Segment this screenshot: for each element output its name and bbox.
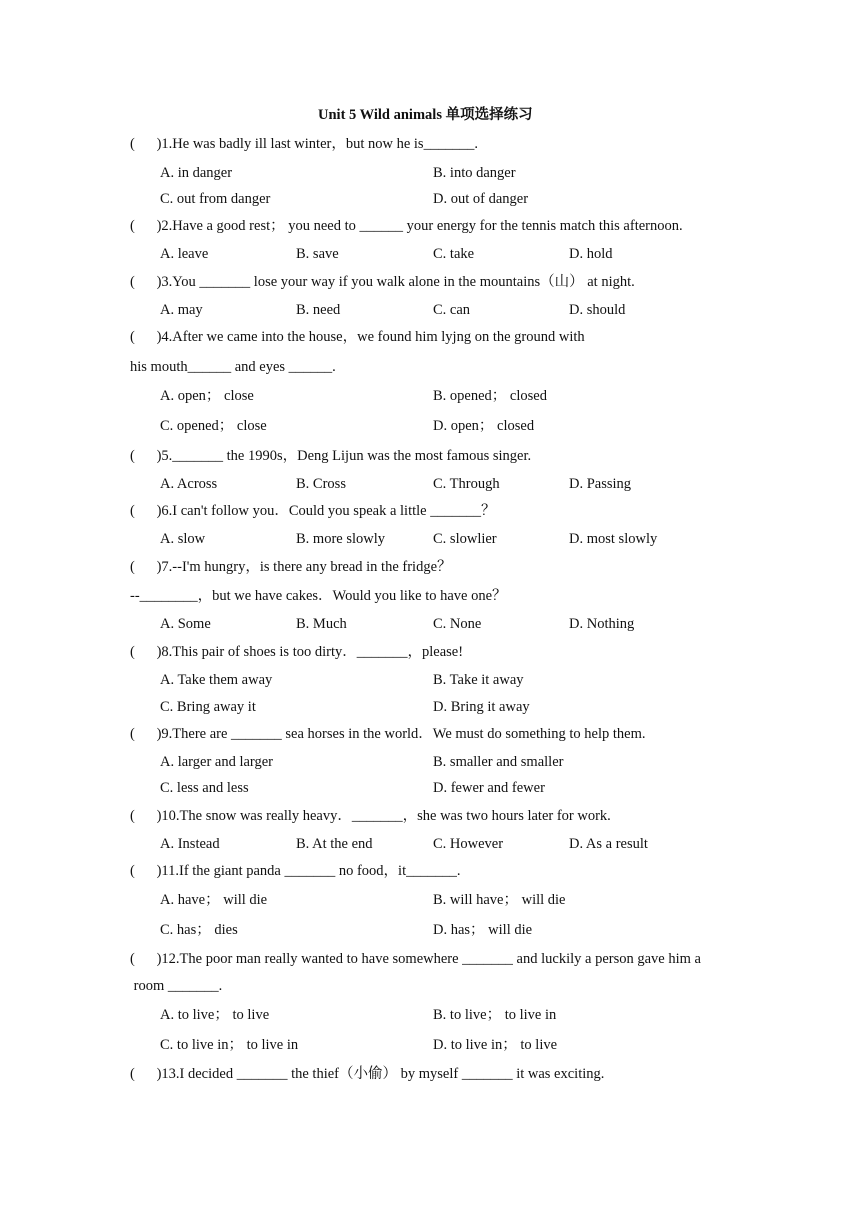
q9-option-d: D. fewer and fewer — [433, 780, 545, 796]
q12-option-b: B. to live； to live in — [433, 1007, 557, 1023]
question-5: ( )5._______ the 1990s，Deng Lijun was the most famous singer. — [130, 448, 532, 464]
q11-option-c: C. has； dies — [160, 922, 238, 938]
q10-option-c: C. However — [433, 836, 504, 852]
q1-option-d: D. out of danger — [433, 191, 529, 207]
q11-option-a: A. have； will die — [160, 892, 268, 908]
question-13: ( )13.I decided _______ the thief（小偷） by myself _______ it was exciting. — [130, 1066, 605, 1082]
q6-option-c: C. slowlier — [433, 531, 497, 547]
q2-option-b: B. save — [296, 246, 339, 262]
q10-option-b: B. At the end — [296, 836, 373, 852]
question-7: ( )7.--I'm hungry，is there any bread in the fridge？ — [130, 559, 452, 575]
q8-option-c: C. Bring away it — [160, 699, 256, 715]
question-2: ( )2.Have a good rest； you need to ______ your energy for the tennis match this afternoon. — [130, 218, 683, 234]
question-11: ( )11.If the giant panda _______ no food，it_______. — [130, 863, 461, 879]
q10-option-d: D. As a result — [569, 836, 648, 852]
q4-option-d: D. open； closed — [433, 418, 535, 434]
q12-option-c: C. to live in； to live in — [160, 1037, 299, 1053]
q9-option-a: A. larger and larger — [160, 754, 273, 770]
q1-option-c: C. out from danger — [160, 191, 271, 207]
q5-option-c: C. Through — [433, 476, 500, 492]
q2-option-a: A. leave — [160, 246, 209, 262]
question-7-cont: --________，but we have cakes．Would you like to have one？ — [130, 588, 507, 604]
question-12: ( )12.The poor man really wanted to have somewhere _______ and luckily a person gave him a — [130, 951, 701, 967]
q5-option-a: A. Across — [160, 476, 218, 492]
q3-option-b: B. need — [296, 302, 341, 318]
q1-option-b: B. into danger — [433, 165, 516, 181]
q2-option-d: D. hold — [569, 246, 613, 262]
q7-option-c: C. None — [433, 616, 482, 632]
q5-option-d: D. Passing — [569, 476, 632, 492]
q4-option-c: C. opened； close — [160, 418, 267, 434]
q7-option-b: B. Much — [296, 616, 347, 632]
question-4-cont: his mouth______ and eyes ______. — [130, 359, 336, 375]
question-6: ( )6.I can't follow you．Could you speak a little _______？ — [130, 503, 496, 519]
page-title: Unit 5 Wild animals 单项选择练习 — [318, 107, 533, 123]
q9-option-c: C. less and less — [160, 780, 249, 796]
q7-option-d: D. Nothing — [569, 616, 635, 632]
q7-option-a: A. Some — [160, 616, 211, 632]
question-1: ( )1.He was badly ill last winter，but now he is_______. — [130, 136, 478, 152]
q3-option-c: C. can — [433, 302, 471, 318]
q8-option-b: B. Take it away — [433, 672, 524, 688]
q6-option-b: B. more slowly — [296, 531, 386, 547]
question-3: ( )3.You _______ lose your way if you walk alone in the mountains（山） at night. — [130, 274, 635, 290]
q5-option-b: B. Cross — [296, 476, 346, 492]
question-10: ( )10.The snow was really heavy．_______，she was two hours later for work. — [130, 808, 611, 824]
q8-option-d: D. Bring it away — [433, 699, 530, 715]
q8-option-a: A. Take them away — [160, 672, 273, 688]
question-9: ( )9.There are _______ sea horses in the world．We must do something to help them. — [130, 726, 646, 742]
q11-option-b: B. will have； will die — [433, 892, 566, 908]
q10-option-a: A. Instead — [160, 836, 220, 852]
q4-option-a: A. open； close — [160, 388, 254, 404]
q12-option-d: D. to live in； to live — [433, 1037, 558, 1053]
q1-option-a: A. in danger — [160, 165, 233, 181]
q4-option-b: B. opened； closed — [433, 388, 547, 404]
question-12-cont: room _______. — [130, 978, 223, 994]
question-4: ( )4.After we came into the house，we found him lyjng on the ground with — [130, 329, 585, 345]
q3-option-a: A. may — [160, 302, 203, 318]
q6-option-d: D. most slowly — [569, 531, 658, 547]
q6-option-a: A. slow — [160, 531, 206, 547]
q2-option-c: C. take — [433, 246, 475, 262]
q11-option-d: D. has； will die — [433, 922, 533, 938]
q9-option-b: B. smaller and smaller — [433, 754, 564, 770]
q3-option-d: D. should — [569, 302, 626, 318]
q12-option-a: A. to live； to live — [160, 1007, 270, 1023]
question-8: ( )8.This pair of shoes is too dirty．_______，please! — [130, 644, 464, 660]
